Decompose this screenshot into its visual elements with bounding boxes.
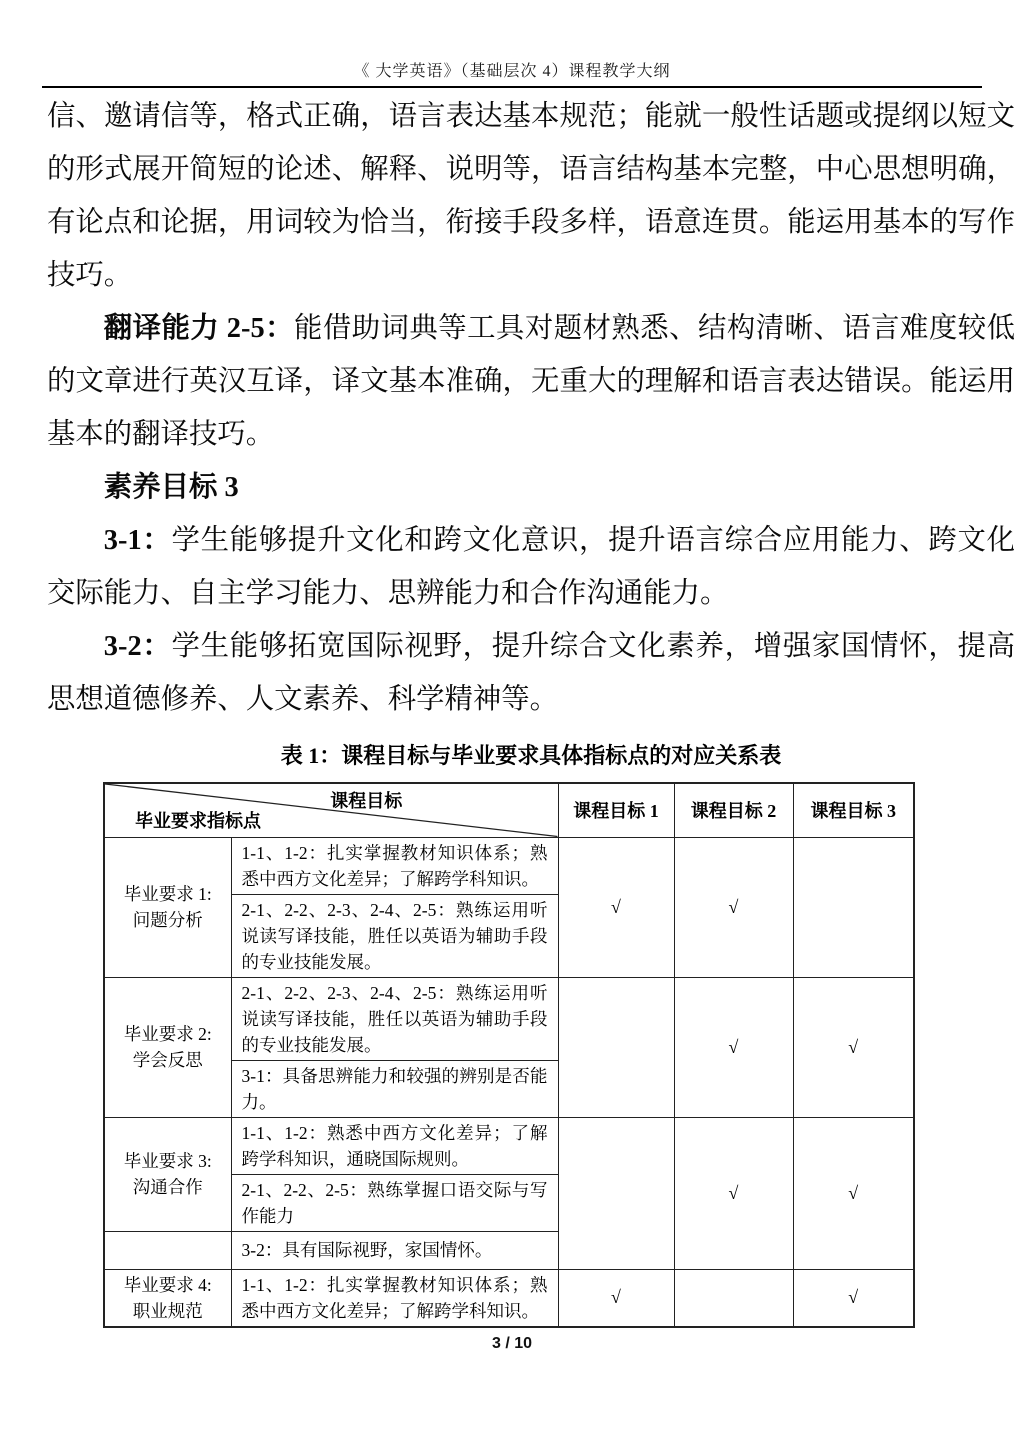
indicator-desc-cell: 1-1、1-2：扎实掌握教材知识体系；熟悉中西方文化差异；了解跨学科知识。 xyxy=(231,837,558,894)
paragraph-text: 学生能够提升文化和跨文化意识，提升语言综合应用能力、跨文化交际能力、自主学习能力、思辨能力和合作沟通能力。 xyxy=(47,525,1015,609)
requirement-label-line1: 毕业要求 3: xyxy=(123,1151,212,1171)
table-row xyxy=(104,977,914,1060)
table-header-row xyxy=(104,783,914,837)
lead-bold-label: 翻译能力 2-5： xyxy=(103,313,294,344)
goal-2-mark-cell: √ xyxy=(674,977,793,1117)
indicator-desc-cell: 2-1、2-2、2-3、2-4、2-5：熟练运用听说读写译技能，胜任以英语为辅助手段的专业技能发展。 xyxy=(231,894,558,977)
goal-3-mark-cell: √ xyxy=(793,977,914,1117)
table-row xyxy=(104,837,914,894)
goal-1-mark-cell xyxy=(558,977,674,1117)
indicator-desc-cell: 1-1、1-2：扎实掌握教材知识体系；熟悉中西方文化差异；了解跨学科知识。 xyxy=(231,1269,558,1327)
header-title: 《 大学英语》（基础层次 4）课程教学大纲 xyxy=(353,63,671,80)
indicator-desc-cell: 3-1：具备思辨能力和较强的辨别是否能力。 xyxy=(231,1060,558,1117)
corner-label-course-goals: 课程目标 xyxy=(330,791,403,811)
goal-1-mark-cell xyxy=(558,1117,674,1269)
goal-requirement-mapping-table xyxy=(103,782,915,1328)
diagonal-corner-cell xyxy=(104,783,558,837)
requirement-2-label-cell xyxy=(104,977,231,1117)
page-number: 3 / 10 xyxy=(491,1334,533,1352)
goal-2-mark-cell xyxy=(674,1269,793,1327)
goal-2-mark-cell: √ xyxy=(674,837,793,977)
column-header-goal-2: 课程目标 2 xyxy=(674,783,793,837)
requirement-label-line2: 沟通合作 xyxy=(132,1177,203,1197)
paragraph-text: 信、邀请信等，格式正确，语言表达基本规范；能就一般性话题或提纲以短文的形式展开简短的论述、解释、说明等，语言结构基本完整，中心思想明确，有论点和论据，用词较为恰当，衔接手段多样，语意连贯。能运用基本的写作技巧。 xyxy=(47,101,1015,291)
goal-3-mark-cell xyxy=(793,837,914,977)
goal-1-mark-cell: √ xyxy=(558,1269,674,1327)
heading-literacy-goal-3 xyxy=(47,461,1015,514)
table-1-title: 表 1：课程目标与毕业要求具体指标点的对应关系表 xyxy=(280,743,782,768)
heading-bold: 素养目标 3 xyxy=(103,472,239,503)
goal-2-mark-cell: √ xyxy=(674,1117,793,1269)
requirement-label-line1: 毕业要求 1: xyxy=(123,884,212,904)
requirement-4-label-cell xyxy=(104,1269,231,1327)
table-row xyxy=(104,1117,914,1174)
requirement-label-line2: 学会反思 xyxy=(132,1050,203,1070)
indicator-desc-cell: 2-1、2-2、2-5：熟练掌握口语交际与写作能力 xyxy=(231,1174,558,1231)
goal-3-mark-cell: √ xyxy=(793,1269,914,1327)
requirement-1-label-cell xyxy=(104,837,231,977)
indicator-desc-cell: 1-1、1-2：熟悉中西方文化差异；了解跨学科知识，通晓国际规则。 xyxy=(231,1117,558,1174)
lead-bold-label: 3-1： xyxy=(103,525,172,556)
body-text xyxy=(47,90,1015,726)
corner-label-graduation-indicators: 毕业要求指标点 xyxy=(135,810,261,831)
lead-bold-label: 3-2： xyxy=(103,631,172,662)
indicator-desc-cell: 3-2：具有国际视野，家国情怀。 xyxy=(231,1231,558,1269)
paragraph-writing-skill xyxy=(47,90,1015,302)
requirement-label-line1: 毕业要求 2: xyxy=(123,1024,212,1044)
column-header-goal-3: 课程目标 3 xyxy=(793,783,914,837)
running-header xyxy=(42,0,982,88)
paragraph-translation-skill xyxy=(47,302,1015,461)
indicator-desc-cell: 2-1、2-2、2-3、2-4、2-5：熟练运用听说读写译技能，胜任以英语为辅助手段的专业技能发展。 xyxy=(231,977,558,1060)
requirement-3-label-cell xyxy=(104,1117,231,1231)
paragraph-goal-3-2 xyxy=(47,620,1015,726)
requirement-label-line2: 问题分析 xyxy=(132,910,203,930)
goal-1-mark-cell: √ xyxy=(558,837,674,977)
goal-3-mark-cell: √ xyxy=(793,1117,914,1269)
paragraph-text: 能借助词典等工具对题材熟悉、结构清晰、语言难度较低的文章进行英汉互译，译文基本准确，无重大的理解和语言表达错误。能运用基本的翻译技巧。 xyxy=(47,313,1015,450)
paragraph-goal-3-1 xyxy=(47,514,1015,620)
requirement-label-line2: 职业规范 xyxy=(132,1300,203,1321)
paragraph-text: 学生能够拓宽国际视野，提升综合文化素养，增强家国情怀，提高思想道德修养、人文素养、科学精神等。 xyxy=(47,631,1015,715)
requirement-label-line1: 毕业要求 4: xyxy=(123,1274,212,1295)
table-row xyxy=(104,1269,914,1327)
empty-label-cell xyxy=(104,1231,231,1269)
column-header-goal-1: 课程目标 1 xyxy=(558,783,674,837)
